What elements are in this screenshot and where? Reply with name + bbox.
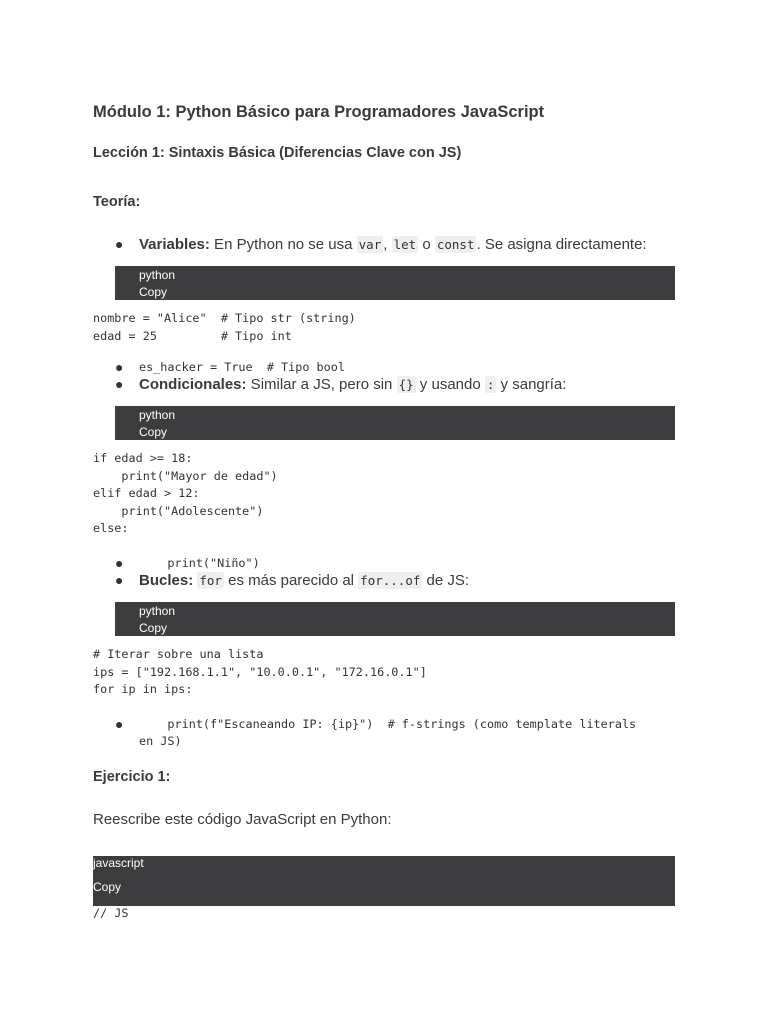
code-block-header (115, 406, 675, 440)
code-line: en JS) (139, 734, 182, 748)
bullet-icon: ● (115, 716, 124, 732)
copy-button[interactable]: Copy (93, 880, 122, 894)
code-block-loops: # Iterar sobre una lista ips = ["192.168.1.1", "10.0.0.1", "172.16.0.1"] for ip in ips: (93, 647, 427, 696)
exercise-heading: Ejercicio 1: (93, 769, 171, 785)
code-language-label: python (139, 604, 176, 618)
code-block-variables: nombre = "Alice" # Tipo str (string) edad = 25 # Tipo int (93, 311, 356, 343)
copy-button[interactable]: Copy (139, 425, 168, 439)
inline-code: let (393, 237, 417, 252)
inline-code: const (436, 237, 475, 252)
loops-label: Bucles: (139, 572, 194, 589)
code-block-conditionals: if edad >= 18: print("Mayor de edad") elif edad > 12: print("Adolescente") else: (93, 451, 278, 535)
copy-button[interactable]: Copy (139, 621, 168, 635)
inline-code: : (486, 377, 495, 392)
bullet-icon: ● (115, 572, 124, 588)
list-item-print-fstring (115, 716, 675, 752)
code-line: es_hacker = True # Tipo bool (139, 360, 345, 374)
bullet-icon: ● (115, 236, 124, 252)
list-item-print-nino (115, 555, 675, 573)
list-item-conditionals: ● Condicionales: Similar a JS, pero sin {} y usando : y sangría: (115, 376, 567, 393)
lesson-title: Lección 1: Sintaxis Básica (Diferencias Clave con JS) (93, 145, 462, 161)
code-block-header (93, 856, 675, 906)
bullet-icon: ● (115, 555, 124, 571)
bullet-icon: ● (115, 376, 124, 392)
code-block-header (115, 266, 675, 300)
code-line: print("Niño") (139, 556, 260, 570)
inline-code: for...of (360, 573, 421, 588)
inline-code: for (199, 573, 222, 588)
list-item-loops: ● Bucles: for es más parecido al for...of de JS: (115, 572, 470, 589)
code-language-label: javascript (93, 856, 144, 870)
exercise-text: Reescribe este código JavaScript en Python: (93, 811, 392, 828)
code-block-header (115, 602, 675, 636)
inline-code: {} (398, 377, 414, 392)
code-language-label: python (139, 268, 176, 282)
code-block-js: // JS (93, 906, 129, 920)
theory-heading: Teoría: (93, 194, 141, 210)
code-language-label: python (139, 408, 176, 422)
conditionals-label: Condicionales: (139, 376, 247, 393)
list-item-variables: ● Variables: En Python no se usa var , let o const . Se asigna directamente: (115, 236, 647, 253)
code-line: print(f"Escaneando IP: {ip}") # f-strings (como template literals (139, 717, 637, 731)
inline-code: var (358, 237, 382, 252)
page-title: Módulo 1: Python Básico para Programadores JavaScript (93, 103, 545, 121)
bullet-icon: ● (115, 359, 124, 375)
copy-button[interactable]: Copy (139, 285, 168, 299)
list-item-es-hacker (115, 359, 675, 377)
variables-label: Variables: (139, 236, 210, 253)
